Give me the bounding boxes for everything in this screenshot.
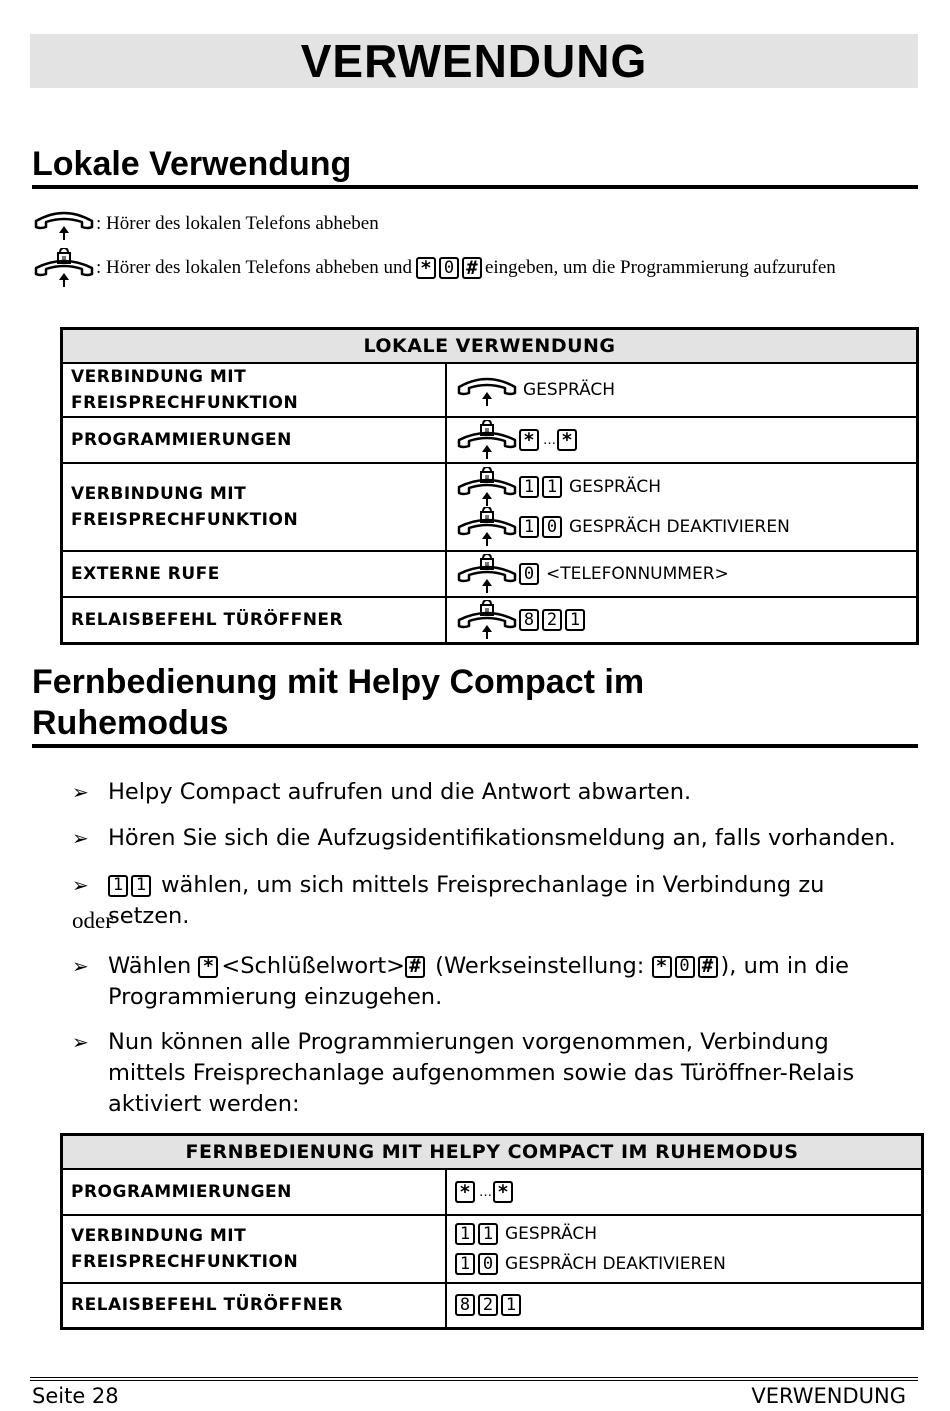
row-value [446,551,918,597]
star-key: * [652,956,672,978]
legend-programming-text-a: : Hörer des lokalen Telefons abheben und [96,257,412,278]
action-text: GESPRÄCH DEAKTIVIEREN [569,517,790,537]
digit-key: 0 [439,257,459,279]
digit-key: 1 [519,516,539,538]
handset-lift-programming-icon [455,600,519,640]
digit-key: 1 [519,476,539,498]
list-item: ➢ Nun können alle Programmierungen vorgenommen, Verbindung mittels Freisprechanlage aufgenommen sowie das Türöffner-Relais aktiviert werden: [72,1027,912,1120]
legend-programming-text-b: eingeben, um die Programmierung aufzurufen [484,257,836,278]
row-label: VERBINDUNG MIT FREISPRECHFUNKTION [62,463,447,551]
table-row [62,1215,923,1283]
digit-key: 1 [455,1253,475,1275]
table-header: LOKALE VERWENDUNG [62,329,918,364]
star-key: * [557,429,577,451]
legend-handset-programming [32,248,836,288]
digit-key: 2 [478,1294,498,1316]
legend-key-sequence [416,257,485,280]
row-value [446,1215,923,1283]
row-label: VERBINDUNG MIT FREISPRECHFUNKTION [62,363,447,417]
hash-key: # [462,257,482,279]
legend-handset [32,207,379,241]
handset-lift-programming-icon [32,248,96,288]
star-key: * [493,1181,513,1203]
list-item: ➢ 1 1 wählen, um sich mittels Freisprechanlage in Verbindung zu setzen. [72,870,912,932]
remote-use-table [60,1133,924,1330]
digit-key: 0 [675,956,695,978]
star-key: * [455,1181,475,1203]
row-value [446,1283,923,1328]
row-value: * … * [446,417,918,463]
digit-key: 1 [131,875,151,897]
digit-key: 1 [565,609,585,631]
row-label: PROGRAMMIERUNGEN [62,1169,447,1215]
handset-lift-icon [32,207,96,241]
footer-divider [30,1380,918,1381]
action-text: GESPRÄCH [505,1224,598,1244]
row-label: EXTERNE RUFE [62,551,447,597]
handset-lift-programming-icon [455,554,519,594]
local-use-table [60,327,919,645]
digit-key: 1 [108,875,128,897]
list-item: ➢ Wählen * <Schlüßelwort> # (Werkseinstellung: * 0 # ), um in die Programmierung einzugehen. [72,951,912,1013]
list-item: ➢ Helpy Compact aufrufen und die Antwort abwarten. [72,777,912,808]
digit-key: 0 [478,1253,498,1275]
bullet-arrow-icon: ➢ [72,780,89,804]
table-row [62,597,918,644]
section-title-remote: Fernbedienung mit Helpy Compact im Ruhemodus [32,662,918,748]
section-title-local-use: Lokale Verwendung [32,144,918,189]
row-value: * … * [446,1169,923,1215]
action-text: GESPRÄCH [523,380,616,400]
hash-key: # [405,956,425,978]
star-key: * [519,429,539,451]
bullet-arrow-icon: ➢ [72,954,89,978]
star-key: * [416,257,436,279]
page-number: Seite 28 [32,1384,119,1408]
list-item: ➢ Hören Sie sich die Aufzugsidentifikationsmeldung an, falls vorhanden. [72,823,912,854]
digit-key: 1 [455,1223,475,1245]
bullet-arrow-icon: ➢ [72,826,89,850]
table-row [62,463,918,551]
row-label: RELAISBEFEHL TÜRÖFFNER [62,597,447,644]
row-label: PROGRAMMIERUNGEN [62,417,447,463]
legend-handset-text: : Hörer des lokalen Telefons abheben [96,213,379,234]
digit-key: 0 [519,563,539,585]
digit-key: 1 [478,1223,498,1245]
footer-divider [30,1377,918,1378]
handset-lift-programming-icon [455,507,519,547]
table-row [62,551,918,597]
digit-key: 1 [501,1294,521,1316]
digit-key: 1 [542,476,562,498]
action-text: <TELEFONNUMMER> [546,564,729,584]
star-key: * [198,956,218,978]
handset-lift-programming-icon [455,467,519,507]
row-label: RELAISBEFEHL TÜRÖFFNER [62,1283,447,1328]
table-header: FERNBEDIENUNG MIT HELPY COMPACT IM RUHEMODUS [62,1135,923,1170]
handset-lift-programming-icon [455,420,519,460]
row-value [446,597,918,644]
hash-key: # [698,956,718,978]
action-text: GESPRÄCH [569,477,662,497]
digit-key: 8 [519,609,539,631]
table-row [62,363,918,417]
page-title: VERWENDUNG [30,34,918,88]
page-footer [32,1384,906,1408]
row-label: VERBINDUNG MIT FREISPRECHFUNKTION [62,1215,447,1283]
bullet-arrow-icon: ➢ [72,873,89,897]
digit-key: 8 [455,1294,475,1316]
handset-lift-icon [455,373,519,407]
digit-key: 2 [542,609,562,631]
row-value [446,363,918,417]
row-value [446,463,918,551]
table-row [62,1283,923,1328]
table-row [62,417,918,463]
table-row [62,1169,923,1215]
bullet-arrow-icon: ➢ [72,1030,89,1054]
digit-key: 0 [542,516,562,538]
action-text: GESPRÄCH DEAKTIVIEREN [505,1254,726,1274]
footer-section-name: VERWENDUNG [751,1384,906,1408]
oder-text: oder [72,908,113,933]
